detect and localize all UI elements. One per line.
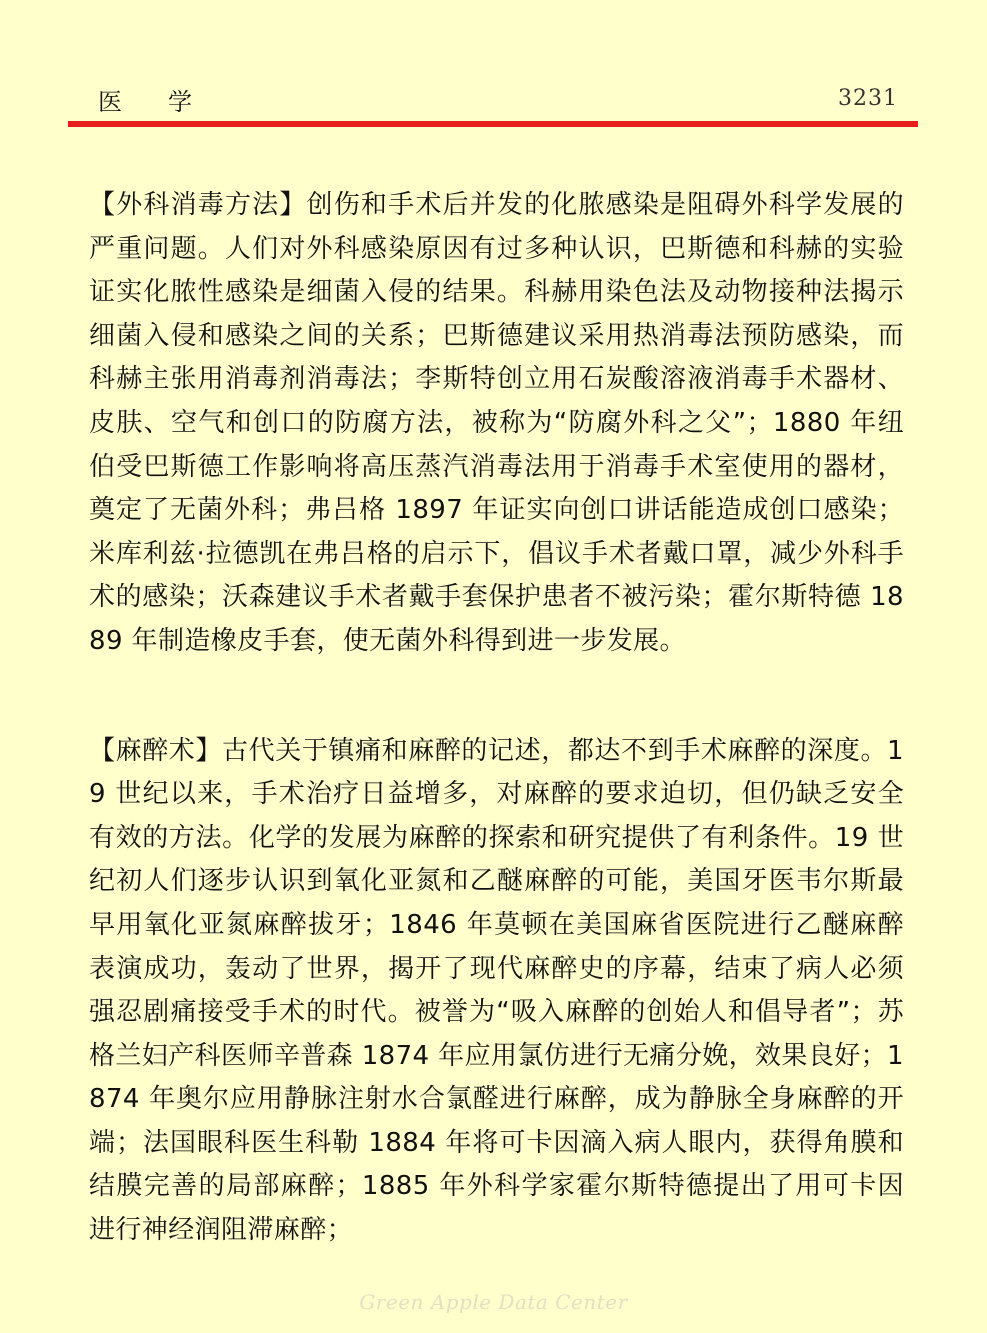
section-heading: 【麻醉术】	[89, 735, 223, 766]
watermark-text: Green Apple Data Center	[359, 1290, 628, 1314]
section-text: 古代关于镇痛和麻醉的记述，都达不到手术麻醉的深度。19 世纪以来，手术治疗日益增多，对麻醉的要求迫切，但仍缺乏安全有效的方法。化学的发展为麻醉的探索和研究提供了有利条件。19 世纪初人们逐步认识到氧化亚氮和乙醚麻醉的可能，美国牙医韦尔斯最早用氧化亚氮麻醉拔牙；1846 年莫顿在美国麻省医院进行乙醚麻醉表演成功，轰动了世界，揭开了现代麻醉史的序幕，结束了病人必须强忍剧痛接受手术的时代。被誉为“吸入麻醉的创始人和倡导者”；苏格兰妇产科医师辛普森 1874 年应用氯仿进行无痛分娩，效果良好；1874 年奥尔应用静脉注射水合氯醛进行麻醉，成为静脉全身麻醉的开端；法国眼科医生科勒 1884 年将可卡因滴入病人眼内，获得角膜和结膜完善的局部麻醉；1885 年外科学家霍尔斯特德提出了用可卡因进行神经润阻滞麻醉；	[89, 735, 904, 1246]
paragraph-surgical-disinfection	[89, 184, 904, 664]
page-number: 3231	[838, 86, 898, 111]
section-heading: 【外科消毒方法】	[89, 190, 307, 220]
section-text: 创伤和手术后并发的化脓感染是阻碍外科学发展的严重问题。人们对外科感染原因有过多种认识，巴斯德和科赫的实验证实化脓性感染是细菌入侵的结果。科赫用染色法及动物接种法揭示细菌入侵和感染之间的关系；巴斯德建议采用热消毒法预防感染，而科赫主张用消毒剂消毒法；李斯特创立用石炭酸溶液消毒手术器材、皮肤、空气和创口的防腐方法，被称为“防腐外科之父”；1880 年纽伯受巴斯德工作影响将高压蒸汽消毒法用于消毒手术室使用的器材，奠定了无菌外科；弗吕格 1897 年证实向创口讲话能造成创口感染；米库利兹·拉德凯在弗吕格的启示下，倡议手术者戴口罩，减少外科手术的感染；沃森建议手术者戴手套保护患者不被污染；霍尔斯特德 1889 年制造橡皮手套，使无菌外科得到进一步发展。	[89, 190, 904, 656]
running-title: 医学	[98, 88, 238, 116]
article-body	[89, 184, 904, 1253]
page-header	[0, 0, 987, 130]
header-rule	[68, 121, 918, 127]
paragraph-anesthesia	[89, 730, 904, 1253]
